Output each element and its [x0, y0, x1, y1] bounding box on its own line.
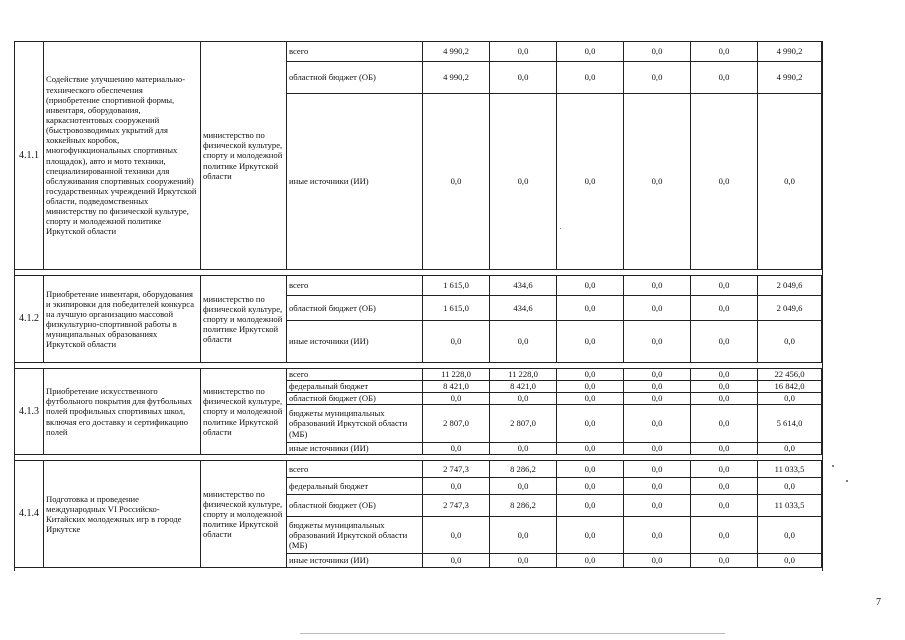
- row-code: 4.1.1: [15, 42, 44, 270]
- value-cell: 0,0: [691, 517, 758, 554]
- value-cell: 0,0: [624, 321, 691, 363]
- value-cell: 0,0: [557, 94, 624, 270]
- value-cell: 2 747,3: [423, 495, 490, 517]
- value-cell: 0,0: [557, 393, 624, 405]
- value-cell: 0,0: [691, 369, 758, 381]
- value-cell: 0,0: [624, 62, 691, 94]
- value-cell: 8 421,0: [423, 381, 490, 393]
- value-cell: 0,0: [557, 381, 624, 393]
- value-cell: 2 747,3: [423, 461, 490, 478]
- total-cell: 11 033,5: [758, 461, 822, 478]
- value-cell: 0,0: [423, 517, 490, 554]
- value-cell: 0,0: [490, 554, 557, 568]
- value-cell: 0,0: [557, 276, 624, 296]
- value-cell: 0,0: [691, 554, 758, 568]
- value-cell: 0,0: [691, 62, 758, 94]
- total-cell: 0,0: [758, 94, 822, 270]
- total-cell: 16 842,0: [758, 381, 822, 393]
- table-row: [15, 461, 822, 478]
- value-cell: 0,0: [490, 42, 557, 62]
- total-cell: 11 033,5: [758, 495, 822, 517]
- funding-source: федеральный бюджет: [287, 478, 423, 495]
- value-cell: 0,0: [691, 94, 758, 270]
- value-cell: 0,0: [557, 405, 624, 443]
- total-cell: 0,0: [758, 321, 822, 363]
- funding-source: областной бюджет (ОБ): [287, 296, 423, 321]
- funding-source: иные источники (ИИ): [287, 554, 423, 568]
- total-cell: 0,0: [758, 517, 822, 554]
- value-cell: 0,0: [624, 461, 691, 478]
- value-cell: 1 615,0: [423, 276, 490, 296]
- total-cell: 0,0: [758, 443, 822, 455]
- value-cell: 0,0: [624, 94, 691, 270]
- activity-name: Подготовка и проведение международных VI Российско-Китайских молодежных игр в городе Иркутске: [44, 461, 201, 568]
- value-cell: 11 228,0: [490, 369, 557, 381]
- total-cell: 0,0: [758, 478, 822, 495]
- value-cell: 0,0: [557, 517, 624, 554]
- value-cell: 0,0: [624, 296, 691, 321]
- total-cell: 22 456,0: [758, 369, 822, 381]
- funding-source: иные источники (ИИ): [287, 321, 423, 363]
- budget-table: [14, 41, 822, 568]
- total-cell: 0,0: [758, 393, 822, 405]
- value-cell: 0,0: [557, 321, 624, 363]
- funding-source: всего: [287, 461, 423, 478]
- value-cell: 0,0: [624, 517, 691, 554]
- scan-speck: [832, 465, 834, 467]
- value-cell: 0,0: [624, 405, 691, 443]
- value-cell: 0,0: [624, 443, 691, 455]
- value-cell: 4 990,2: [423, 62, 490, 94]
- row-code: 4.1.4: [15, 461, 44, 568]
- funding-source: всего: [287, 369, 423, 381]
- value-cell: 0,0: [691, 393, 758, 405]
- value-cell: 0,0: [557, 495, 624, 517]
- total-cell: 2 049,6: [758, 296, 822, 321]
- value-cell: 0,0: [691, 478, 758, 495]
- value-cell: 8 421,0: [490, 381, 557, 393]
- value-cell: 0,0: [423, 478, 490, 495]
- responsible-executor: министерство по физической культуре, спорту и молодежной политике Иркутской области: [201, 276, 287, 363]
- value-cell: 0,0: [423, 393, 490, 405]
- funding-source: иные источники (ИИ): [287, 443, 423, 455]
- value-cell: 0,0: [624, 42, 691, 62]
- value-cell: 0,0: [490, 393, 557, 405]
- responsible-executor: министерство по физической культуре, спорту и молодежной политике Иркутской области: [201, 369, 287, 455]
- total-cell: 4 990,2: [758, 62, 822, 94]
- value-cell: 0,0: [423, 554, 490, 568]
- value-cell: 11 228,0: [423, 369, 490, 381]
- value-cell: 4 990,2: [423, 42, 490, 62]
- funding-source: всего: [287, 276, 423, 296]
- table-row: [15, 276, 822, 296]
- value-cell: 0,0: [557, 461, 624, 478]
- scan-speck: [846, 480, 848, 482]
- value-cell: 0,0: [557, 554, 624, 568]
- value-cell: 2 807,0: [490, 405, 557, 443]
- value-cell: 0,0: [624, 554, 691, 568]
- funding-source: всего: [287, 42, 423, 62]
- row-code: 4.1.3: [15, 369, 44, 455]
- row-code: 4.1.2: [15, 276, 44, 363]
- value-cell: 8 286,2: [490, 495, 557, 517]
- value-cell: 0,0: [691, 461, 758, 478]
- value-cell: 1 615,0: [423, 296, 490, 321]
- total-cell: 0,0: [758, 554, 822, 568]
- value-cell: 434,6: [490, 276, 557, 296]
- value-cell: 0,0: [691, 495, 758, 517]
- value-cell: 0,0: [624, 478, 691, 495]
- value-cell: 434,6: [490, 296, 557, 321]
- funding-source: иные источники (ИИ): [287, 94, 423, 270]
- value-cell: 0,0: [691, 42, 758, 62]
- value-cell: 8 286,2: [490, 461, 557, 478]
- value-cell: 0,0: [624, 393, 691, 405]
- page-number: 7: [876, 597, 881, 608]
- value-cell: 0,0: [423, 321, 490, 363]
- value-cell: 0,0: [490, 517, 557, 554]
- activity-name: Содействие улучшению материально-технического обеспечения (приобретение спортивной формы, инвентаря, оборудования, каркаснотентовых сооружений (быстровозводимых укрытий для хоккейных коробок, многофункциональных спортивных площадок), авто и мото техники, специализированной техники для обслуживания спортивных сооружений) государственных учреждений Иркутской области, подведомственных министерству по физической культуре, спорту и молодежной политике Иркутской области: [44, 42, 201, 270]
- responsible-executor: министерство по физической культуре, спорту и молодежной политике Иркутской области: [201, 461, 287, 568]
- value-cell: 0,0: [490, 478, 557, 495]
- total-cell: 5 614,0: [758, 405, 822, 443]
- scan-speck: [560, 228, 561, 229]
- table-row: [15, 369, 822, 381]
- value-cell: 0,0: [624, 276, 691, 296]
- responsible-executor: министерство по физической культуре, спорту и молодежной политике Иркутской области: [201, 42, 287, 270]
- activity-name: Приобретение искусственного футбольного покрытия для футбольных полей профильных спортивных школ, включая его доставку и сертификацию полей: [44, 369, 201, 455]
- funding-source: областной бюджет (ОБ): [287, 62, 423, 94]
- value-cell: 0,0: [691, 296, 758, 321]
- value-cell: 0,0: [557, 369, 624, 381]
- total-cell: 4 990,2: [758, 42, 822, 62]
- value-cell: 0,0: [423, 94, 490, 270]
- value-cell: 0,0: [624, 495, 691, 517]
- value-cell: 0,0: [691, 405, 758, 443]
- funding-source: областной бюджет (ОБ): [287, 393, 423, 405]
- value-cell: 0,0: [557, 296, 624, 321]
- funding-source: федеральный бюджет: [287, 381, 423, 393]
- total-cell: 2 049,6: [758, 276, 822, 296]
- value-cell: 0,0: [624, 369, 691, 381]
- value-cell: 0,0: [691, 381, 758, 393]
- scan-edge-line: [300, 633, 725, 634]
- value-cell: 0,0: [557, 443, 624, 455]
- value-cell: 0,0: [624, 381, 691, 393]
- funding-source: бюджеты муниципальных образований Иркутской области (МБ): [287, 405, 423, 443]
- value-cell: 0,0: [490, 443, 557, 455]
- value-cell: 0,0: [691, 443, 758, 455]
- funding-source: бюджеты муниципальных образований Иркутской области (МБ): [287, 517, 423, 554]
- value-cell: 0,0: [691, 321, 758, 363]
- value-cell: 0,0: [423, 443, 490, 455]
- value-cell: 0,0: [557, 478, 624, 495]
- value-cell: 0,0: [557, 62, 624, 94]
- value-cell: 0,0: [691, 276, 758, 296]
- value-cell: 0,0: [490, 94, 557, 270]
- activity-name: Приобретение инвентаря, оборудования и экипировки для победителей конкурса на лучшую организацию массовой физкультурно-спортивной работы в муниципальных образованиях Иркутской области: [44, 276, 201, 363]
- value-cell: 2 807,0: [423, 405, 490, 443]
- value-cell: 0,0: [557, 42, 624, 62]
- funding-source: областной бюджет (ОБ): [287, 495, 423, 517]
- value-cell: 0,0: [490, 321, 557, 363]
- value-cell: 0,0: [490, 62, 557, 94]
- table-row: [15, 42, 822, 62]
